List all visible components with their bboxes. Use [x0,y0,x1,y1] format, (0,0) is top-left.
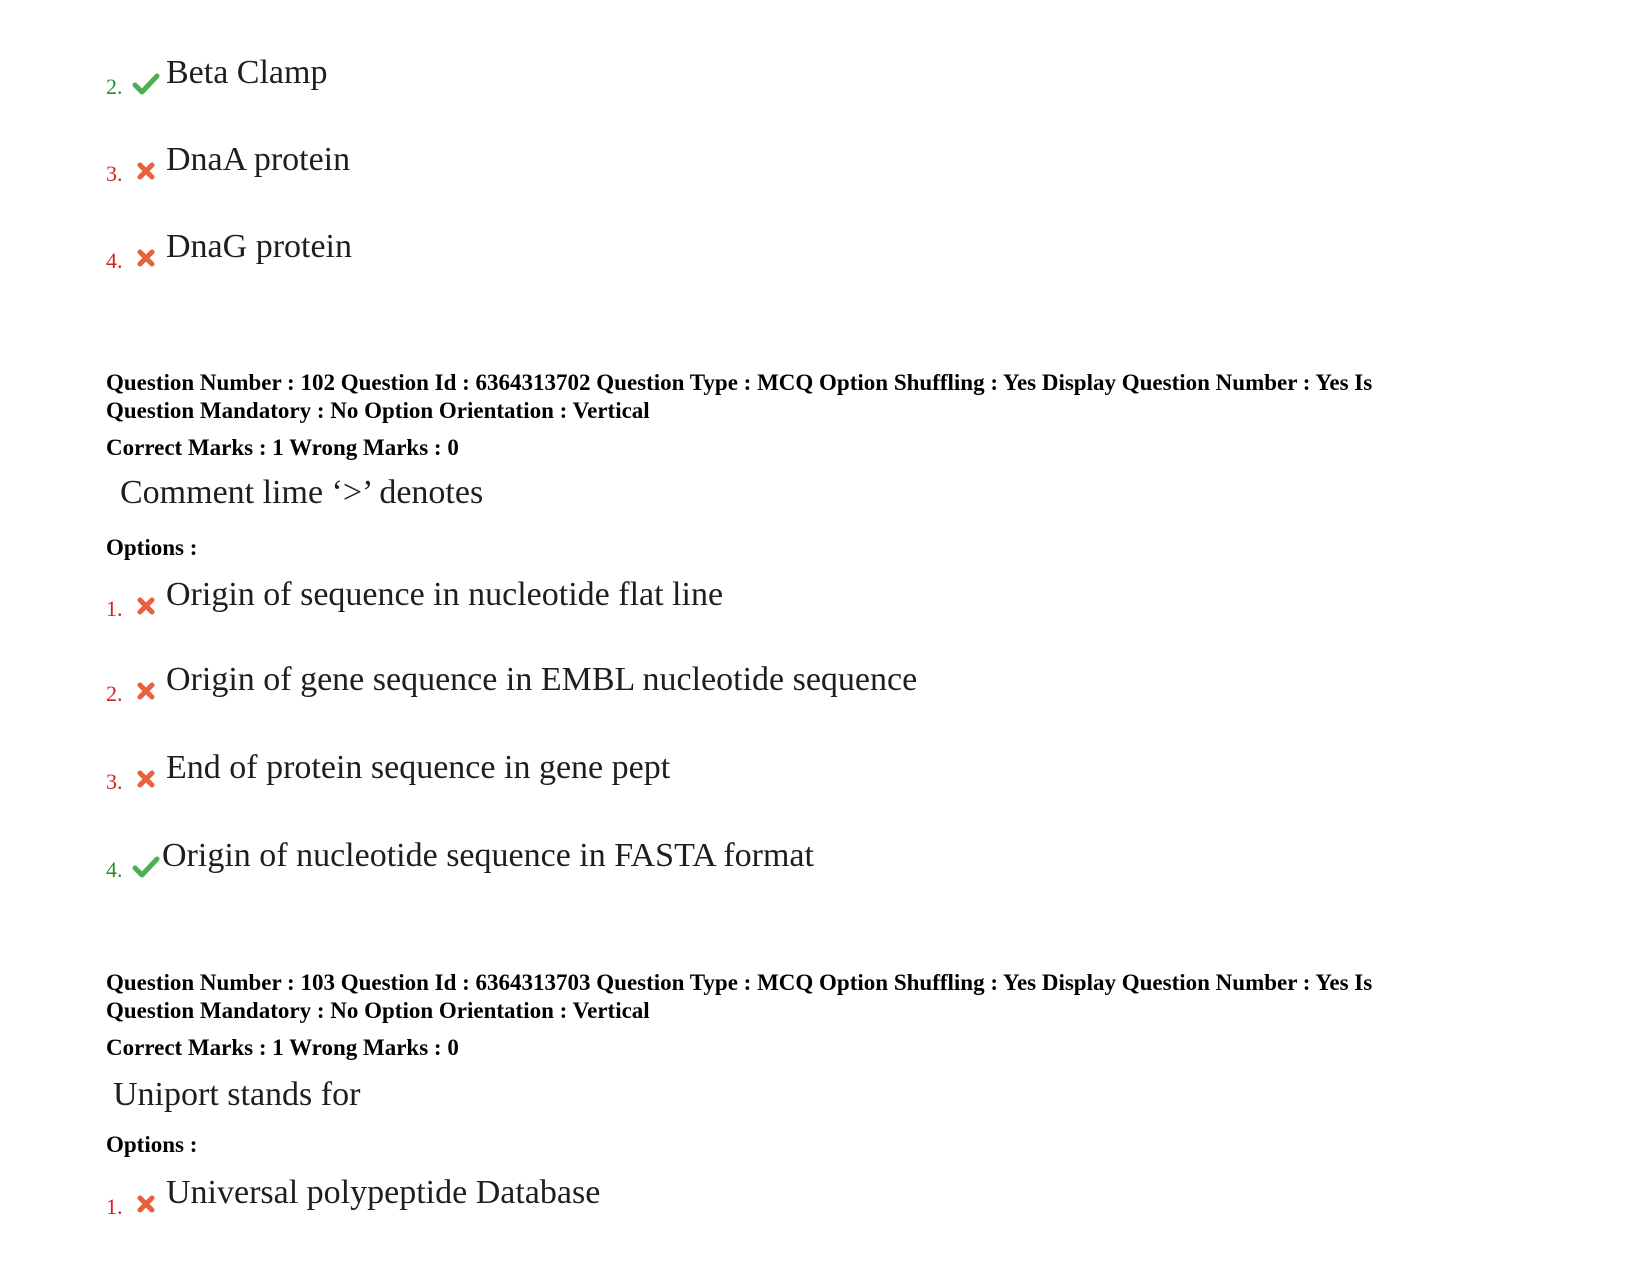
option-text: DnaA protein [166,141,351,178]
option-item [106,743,1106,793]
question-meta-line: Question Mandatory : No Option Orientation : Vertical [106,398,650,423]
option-number: 1. [106,596,123,621]
question-text: Uniport stands for [113,1076,361,1113]
question-text: Comment lime ‘>’ denotes [120,474,484,511]
question-meta [106,969,1566,1025]
check-icon [132,72,160,96]
option-item [106,831,1106,881]
option-item [106,570,1106,620]
options-label: Options : [106,1132,198,1157]
question-meta-line: Question Number : 103 Question Id : 6364313703 Question Type : MCQ Option Shuffling : Yes Display Question Number : Yes Is [106,970,1373,995]
option-number: 1. [106,1194,123,1219]
option-number: 4. [106,857,123,882]
marks-line: Correct Marks : 1 Wrong Marks : 0 [106,1035,459,1060]
option-text: Origin of nucleotide sequence in FASTA format [162,837,814,874]
option-text: Origin of sequence in nucleotide flat line [166,576,724,613]
option-item [106,222,1106,272]
option-number: 2. [106,74,123,99]
question-meta-line: Question Mandatory : No Option Orientation : Vertical [106,998,650,1023]
option-text: Universal polypeptide Database [166,1174,601,1211]
option-number: 4. [106,248,123,273]
cross-icon [132,679,160,703]
option-item [106,48,1106,98]
question-meta-line: Question Number : 102 Question Id : 6364313702 Question Type : MCQ Option Shuffling : Yes Display Question Number : Yes Is [106,370,1373,395]
cross-icon [132,1192,160,1216]
question-meta [106,369,1566,425]
cross-icon [132,159,160,183]
option-number: 3. [106,769,123,794]
option-text: DnaG protein [166,228,353,265]
option-text: Beta Clamp [166,54,328,91]
option-text: End of protein sequence in gene pept [166,749,671,786]
cross-icon [132,767,160,791]
options-label: Options : [106,535,198,560]
check-icon [132,855,160,879]
option-item [106,1168,1106,1218]
cross-icon [132,246,160,270]
cross-icon [132,594,160,618]
option-item [106,135,1106,185]
option-item [106,655,1106,705]
option-number: 3. [106,161,123,186]
marks-line: Correct Marks : 1 Wrong Marks : 0 [106,435,459,460]
option-number: 2. [106,681,123,706]
option-text: Origin of gene sequence in EMBL nucleotide sequence [166,661,918,698]
